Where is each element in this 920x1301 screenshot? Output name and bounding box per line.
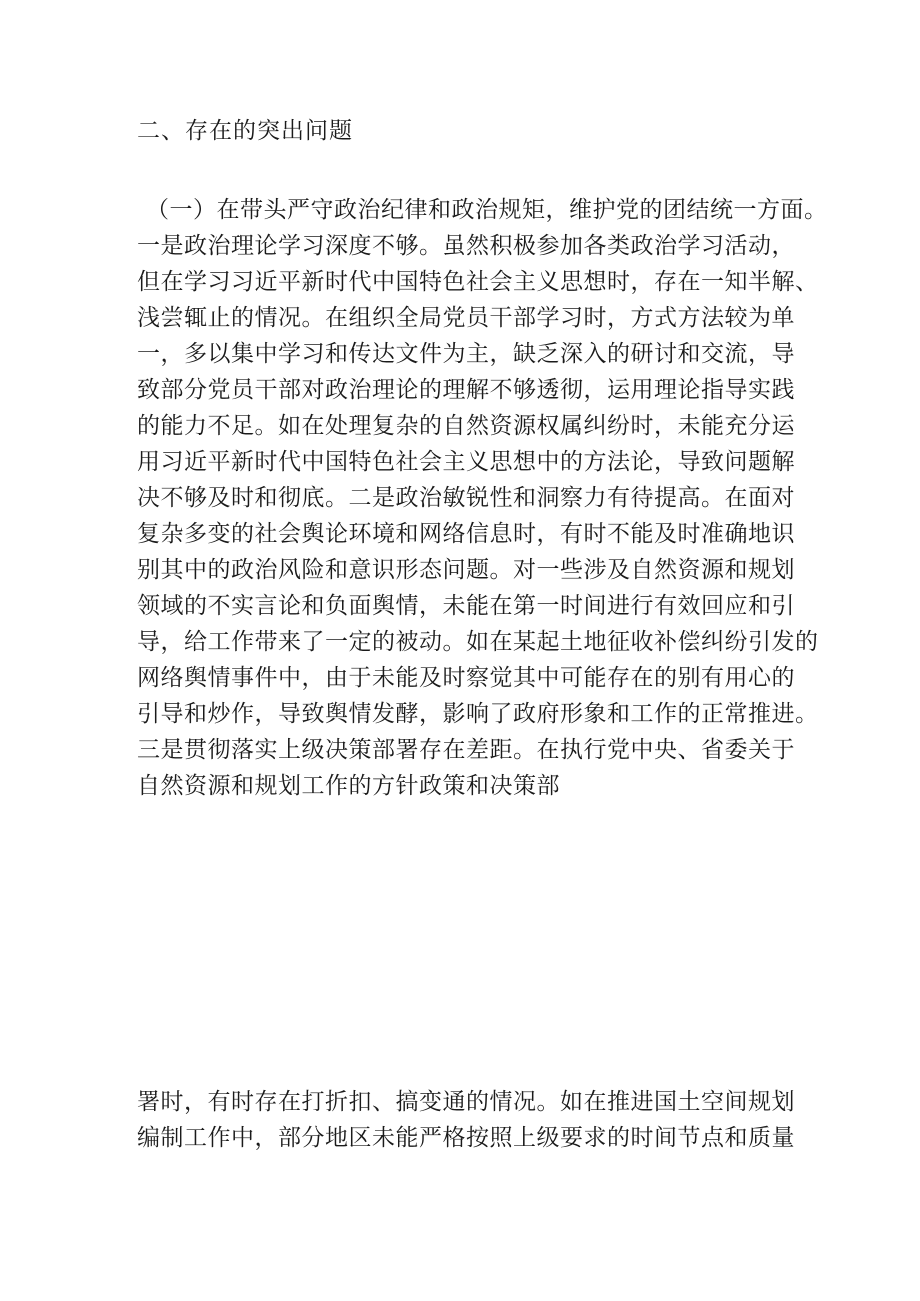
paragraph-line: 一，多以集中学习和传达文件为主，缺乏深入的研讨和交流，导 xyxy=(137,341,795,367)
paragraph-line: 浅尝辄止的情况。在组织全局党员干部学习时，方式方法较为单 xyxy=(137,305,795,331)
paragraph-line: 署时，有时存在打折扣、搞变通的情况。如在推进国土空间规划 xyxy=(137,1089,795,1115)
paragraph-line: 决不够及时和彻底。二是政治敏锐性和洞察力有待提高。在面对 xyxy=(137,485,795,511)
paragraph-line: 复杂多变的社会舆论环境和网络信息时，有时不能及时准确地识 xyxy=(137,521,795,547)
paragraph-line: 的能力不足。如在处理复杂的自然资源权属纠纷时，未能充分运 xyxy=(137,413,795,439)
paragraph-line: 致部分党员干部对政治理论的理解不够透彻，运用理论指导实践 xyxy=(137,377,795,403)
paragraph-line: （一）在带头严守政治纪律和政治规矩，维护党的团结统一方面。 xyxy=(146,197,828,223)
section-heading: 二、存在的突出问题 xyxy=(137,118,353,144)
paragraph-line: 导，给工作带来了一定的被动。如在某起土地征收补偿纠纷引发的 xyxy=(137,629,819,655)
paragraph-line: 别其中的政治风险和意识形态问题。对一些涉及自然资源和规划 xyxy=(137,557,795,583)
paragraph-line: 网络舆情事件中，由于未能及时察觉其中可能存在的别有用心的 xyxy=(137,665,795,691)
paragraph-line: 领域的不实言论和负面舆情，未能在第一时间进行有效回应和引 xyxy=(137,593,795,619)
paragraph-line: 引导和炒作，导致舆情发酵，影响了政府形象和工作的正常推进。 xyxy=(137,701,819,727)
paragraph-line: 一是政治理论学习深度不够。虽然积极参加各类政治学习活动， xyxy=(137,233,795,259)
paragraph-line: 三是贯彻落实上级决策部署存在差距。在执行党中央、省委关于 xyxy=(137,737,795,763)
paragraph-line: 编制工作中，部分地区未能严格按照上级要求的时间节点和质量 xyxy=(137,1125,795,1151)
paragraph-line: 但在学习习近平新时代中国特色社会主义思想时，存在一知半解、 xyxy=(137,269,819,295)
paragraph-line: 用习近平新时代中国特色社会主义思想中的方法论，导致问题解 xyxy=(137,449,795,475)
paragraph-line: 自然资源和规划工作的方针政策和决策部 xyxy=(137,773,560,799)
